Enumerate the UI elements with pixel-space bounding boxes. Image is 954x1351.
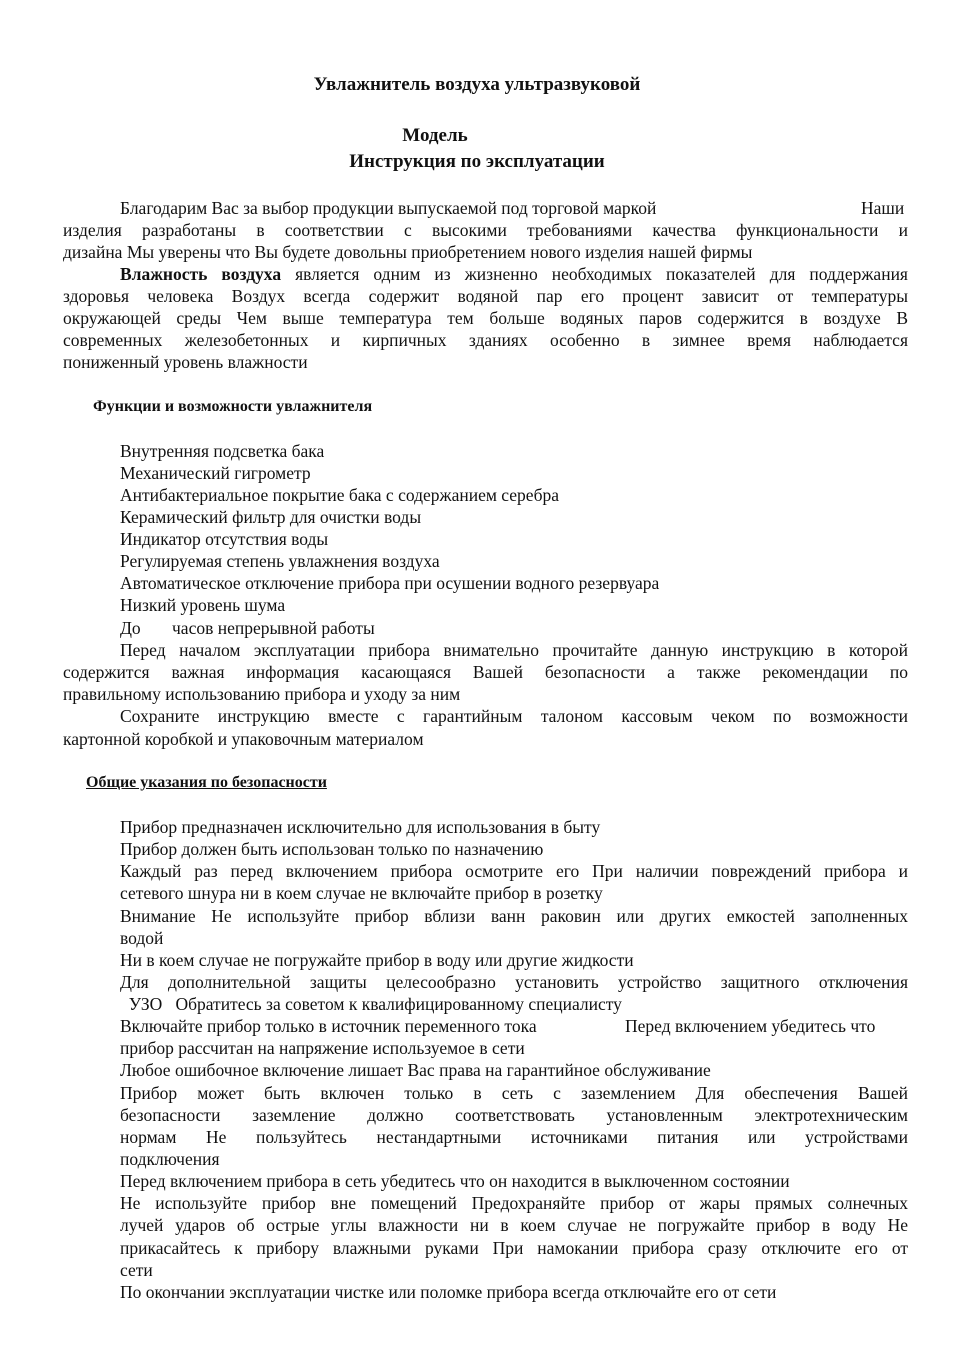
safety-item-right: Перед включением убедитесь что [625, 1016, 876, 1036]
safety-item-cont: подключения [120, 1149, 220, 1169]
intro-line-2: изделия разработаны в соответствии с высокими требованиями качества функциональности и [63, 220, 908, 240]
humidity-line-2: здоровья человека Воздух всегда содержит водяной пар его процент зависит от температуры [63, 286, 908, 306]
feature-item: Индикатор отсутствия воды [120, 529, 329, 549]
humidity-line-5: пониженный уровень влажности [63, 352, 308, 372]
humidity-line-3: окружающей среды Чем выше температура тем больше водяных паров содержится в воздухе В [63, 308, 908, 328]
safety-item: Любое ошибочное включение лишает Вас права на гарантийное обслуживание [120, 1060, 711, 1080]
feature-item: Автоматическое отключение прибора при осушении водного резервуара [120, 573, 660, 593]
safety-item: По окончании эксплуатации чистке или поломке прибора всегда отключайте его от сети [120, 1282, 777, 1302]
safety-item: Ни в коем случае не погружайте прибор в воду или другие жидкости [120, 950, 634, 970]
safety-item-cont: прикасайтесь к прибору влажными руками При намокании прибора сразу отключите его от [120, 1238, 908, 1258]
document-subtitle: Инструкция по эксплуатации [349, 151, 605, 172]
intro-line-3: дизайна Мы уверены что Вы будете довольны приобретением нового изделия нашей фирмы [63, 242, 753, 262]
safety-item: Не используйте прибор вне помещений Предохраняйте прибор от жары прямых солнечных [120, 1193, 908, 1213]
intro-line-1-right: Наши [861, 198, 905, 218]
safety-item-cont: водой [120, 928, 164, 948]
feature-item: Регулируемая степень увлажнения воздуха [120, 551, 440, 571]
safety-item: Включайте прибор только в источник переменного тока [120, 1016, 537, 1036]
humidity-bold-term: Влажность воздуха [120, 264, 282, 284]
safety-item: Перед включением прибора в сеть убедитесь что он находится в выключенном состоянии [120, 1171, 790, 1191]
feature-item-rest: часов непрерывной работы [172, 618, 375, 638]
safety-heading: Общие указания по безопасности [86, 774, 327, 791]
feature-item-prefix: До [120, 618, 141, 638]
keep-line-1: Сохраните инструкцию вместе с гарантийным талоном кассовым чеком по возможности [120, 706, 908, 726]
keep-line-2: картонной коробкой и упаковочным материалом [63, 729, 424, 749]
safety-item-cont: сети [120, 1260, 153, 1280]
safety-item-cont: прибор рассчитан на напряжение используемое в сети [120, 1038, 525, 1058]
feature-item: Антибактериальное покрытие бака с содержанием серебра [120, 485, 559, 505]
humidity-line-1 [120, 263, 908, 285]
safety-item: Прибор может быть включен только в сеть с заземлением Для обеспечения Вашей [120, 1083, 908, 1103]
feature-item: Механический гигрометр [120, 463, 311, 483]
before-use-line-2: содержится важная информация касающаяся Вашей безопасности а также рекомендации по [63, 662, 908, 682]
safety-item: Внимание Не используйте прибор вблизи ванн раковин или других емкостей заполненных [120, 906, 908, 926]
safety-item: Для дополнительной защиты целесообразно установить устройство защитного отключения [120, 972, 908, 992]
safety-item: Прибор должен быть использован только по назначению [120, 839, 544, 859]
safety-item-cont: безопасности заземление должно соответствовать установленным электротехническим [120, 1105, 908, 1125]
humidity-line-4: современных железобетонных и кирпичных зданиях особенно в зимнее время наблюдается [63, 330, 908, 350]
safety-item-cont: УЗО Обратитесь за советом к квалифицированному специалисту [120, 994, 622, 1014]
model-label: Модель [402, 125, 468, 146]
safety-item-cont: сетевого шнура ни в коем случае не включайте прибор в розетку [120, 883, 603, 903]
safety-item: Прибор предназначен исключительно для использования в быту [120, 817, 601, 837]
humidity-line-1-rest: является одним из жизненно необходимых показателей для поддержания [281, 264, 908, 284]
document-title: Увлажнитель воздуха ультразвуковой [313, 74, 641, 95]
safety-item-cont: лучей ударов об острые углы влажности ни в коем случае не погружайте прибор в воду Не [120, 1215, 908, 1235]
safety-item: Каждый раз перед включением прибора осмотрите его При наличии повреждений прибора и [120, 861, 908, 881]
features-heading: Функции и возможности увлажнителя [93, 398, 373, 415]
feature-item: Керамический фильтр для очистки воды [120, 507, 422, 527]
intro-line-1: Благодарим Вас за выбор продукции выпускаемой под торговой маркой [120, 198, 657, 218]
feature-item: Внутренняя подсветка бака [120, 441, 325, 461]
before-use-line-1: Перед началом эксплуатации прибора внимательно прочитайте данную инструкцию в которой [120, 640, 908, 660]
safety-item-cont: нормам Не пользуйтесь нестандартными источниками питания или устройствами [120, 1127, 908, 1147]
before-use-line-3: правильному использованию прибора и уходу за ним [63, 684, 461, 704]
feature-item: Низкий уровень шума [120, 595, 286, 615]
